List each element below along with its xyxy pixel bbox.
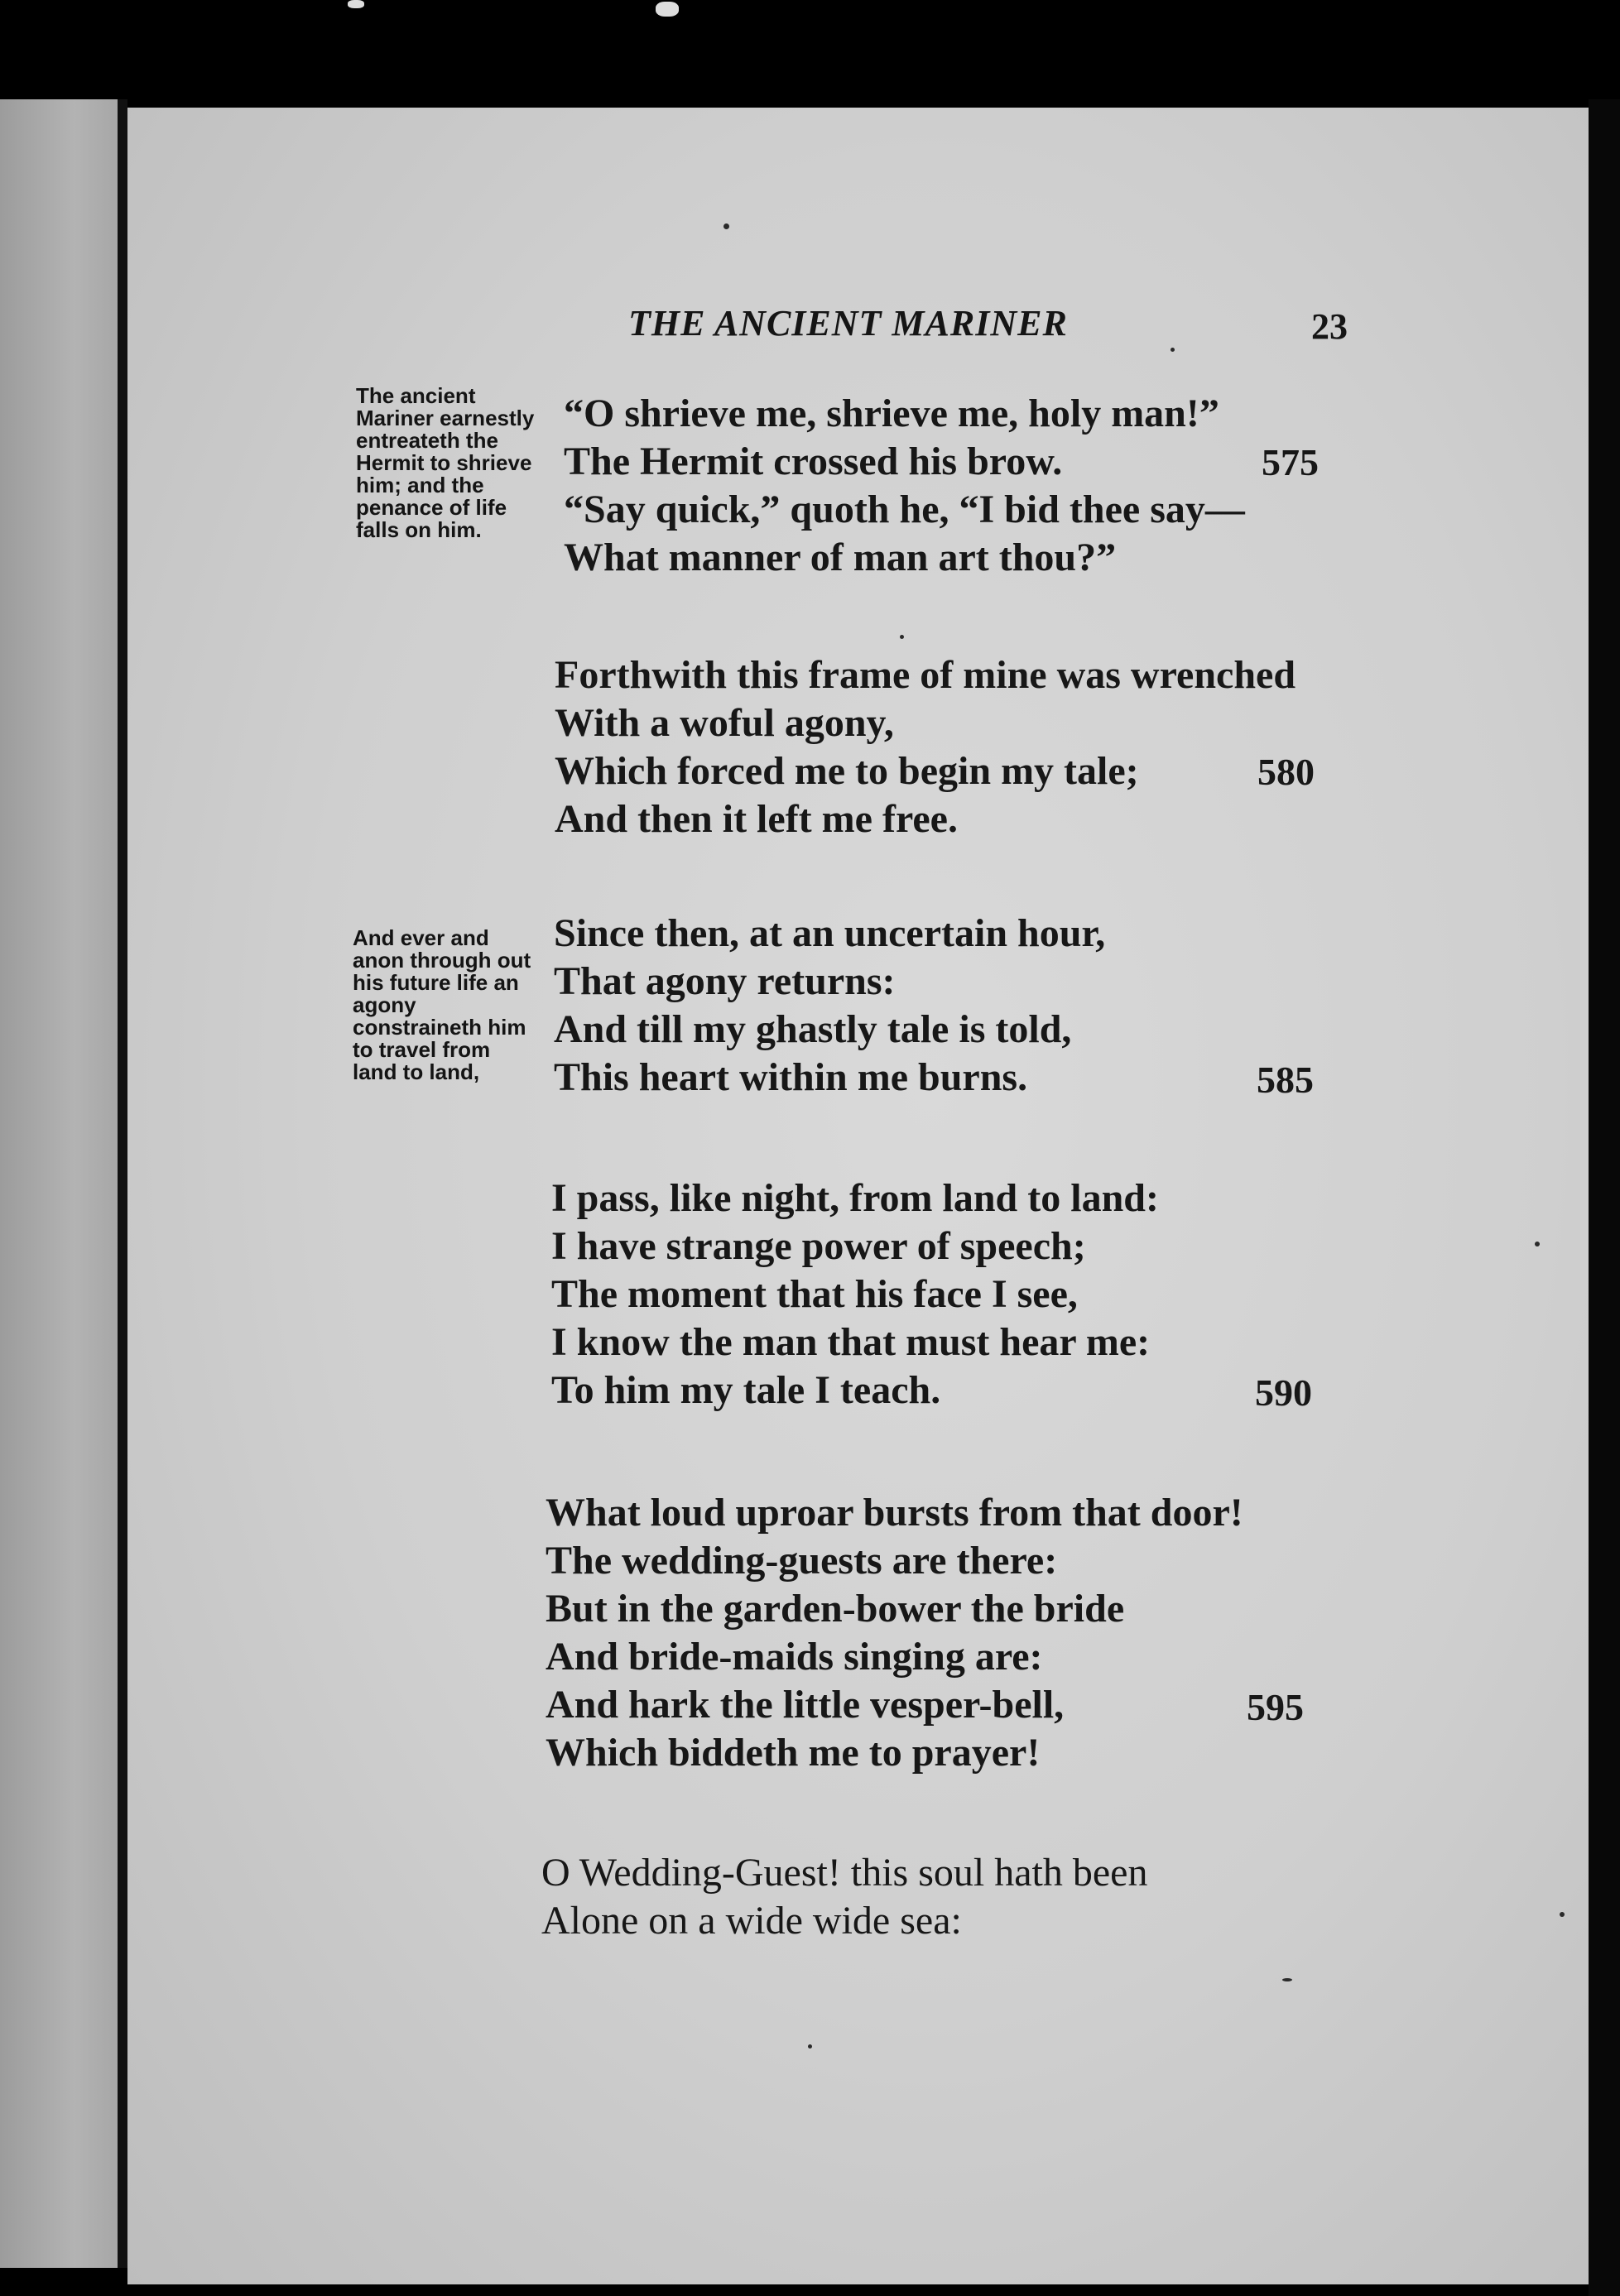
page-header [127,302,1589,368]
verse-line: The moment that his face I see, [551,1272,1078,1316]
page-gutter-line [118,99,127,2268]
verse-line: This heart within me burns. [554,1055,1028,1099]
side-note: The ancient Mariner earnestly entreateth the Hermit to shrieve him; and the penance of life falls on him. [356,383,535,542]
verse-line: Which forced me to begin my tale; [555,749,1139,793]
verse-line: The Hermit crossed his brow. [564,440,1063,483]
line-number: 585 [1257,1059,1314,1101]
page-number: 23 [1311,306,1348,347]
verse-line: O Wedding-Guest! this soul hath been [541,1851,1148,1895]
verse-line: Which biddeth me to prayer! [546,1731,1041,1775]
book-page [127,108,1589,2284]
dust-speck [723,223,729,229]
verse-line: The wedding-guests are there: [546,1539,1058,1583]
dust-speck [808,2044,812,2049]
side-note: And ever and anon through out his future life an agony constraineth him to travel from land to land, [353,925,531,1084]
verse-line: What loud uproar bursts from that door! [546,1491,1243,1535]
verse-line: “Say quick,” quoth he, “I bid thee say— [564,488,1245,531]
film-mark [348,0,364,8]
verse-line: Since then, at an uncertain hour, [554,911,1106,955]
dust-speck [1560,1912,1565,1917]
verse-line: But in the garden-bower the bride [546,1587,1125,1631]
verse-line: “O shrieve me, shrieve me, holy man!” [564,391,1219,435]
dust-speck [1171,348,1175,352]
running-title: THE ANCIENT MARINER [628,303,1068,343]
verse-line: Alone on a wide wide sea: [541,1899,962,1943]
dust-speck [1535,1242,1540,1246]
verse-line: And then it left me free. [555,797,958,841]
line-number: 595 [1247,1686,1304,1728]
verse-line: Forthwith this frame of mine was wrenched [555,653,1296,697]
verse-line: I pass, like night, from land to land: [551,1176,1159,1220]
verse-line: To him my tale I teach. [551,1368,941,1412]
line-number: 580 [1257,751,1315,793]
facing-page-edge [0,99,124,2268]
film-mark [656,2,679,17]
verse-line: And hark the little vesper-bell, [546,1683,1065,1727]
verse-line: I know the man that must hear me: [551,1320,1151,1364]
dust-speck [1282,1978,1292,1981]
dust-speck [900,635,904,639]
line-number: 590 [1255,1371,1312,1414]
verse-line: What manner of man art thou?” [564,536,1117,579]
verse-line: With a woful agony, [555,701,894,745]
verse-line: And till my ghastly tale is told, [554,1007,1072,1051]
verse-line: That agony returns: [554,959,896,1003]
verse-line: And bride-maids singing are: [546,1635,1043,1679]
verse-line: I have strange power of speech; [551,1224,1086,1268]
scan-border [1589,99,1620,2296]
line-number: 575 [1262,441,1319,483]
